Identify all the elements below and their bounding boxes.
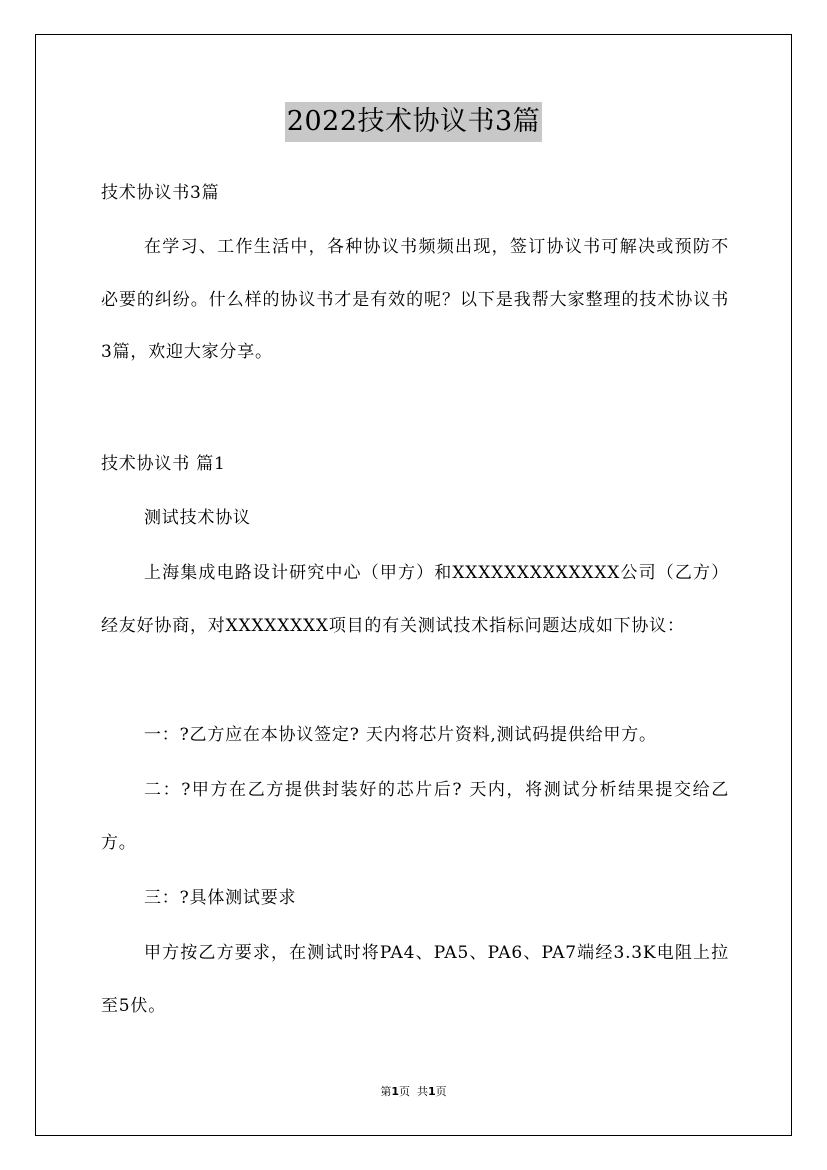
title-container <box>0 102 827 142</box>
agreement-title: 测试技术协议 <box>144 508 251 528</box>
page-footer <box>0 1084 827 1100</box>
clause-1: 一：?乙方应在本协议签定? 天内将芯片资料,测试码提供给甲方。 <box>144 725 657 745</box>
page-suffix: 页 <box>399 1085 410 1098</box>
document-subtitle: 技术协议书3篇 <box>101 183 220 203</box>
intro-paragraph: 在学习、工作生活中，各种协议书频频出现，签订协议书可解决或预防不必要的纠纷。什么样的协议书才是有效的呢？以下是我帮大家整理的技术协议书3篇，欢迎大家分享。 <box>101 237 729 362</box>
page-prefix: 第 <box>380 1085 392 1098</box>
total-pages: 1 <box>428 1085 436 1098</box>
total-prefix: 共 <box>417 1085 428 1098</box>
parties-paragraph: 上海集成电路设计研究中心（甲方）和XXXXXXXXXXXXX公司（乙方）经友好协商，对XXXXXXXX项目的有关测试技术指标问题达成如下协议： <box>101 563 729 636</box>
section-heading: 技术协议书 篇1 <box>101 454 226 474</box>
total-suffix: 页 <box>435 1085 447 1098</box>
document-title: 2022技术协议书3篇 <box>285 102 542 142</box>
clause-3: 三：?具体测试要求 <box>144 888 297 908</box>
clause-2: 二：?甲方在乙方提供封装好的芯片后? 天内，将测试分析结果提交给乙方。 <box>101 780 729 853</box>
page-number: 1 <box>391 1085 399 1098</box>
clause-3-detail: 甲方按乙方要求，在测试时将PA4、PA5、PA6、PA7端经3.3K电阻上拉至5伏。 <box>101 943 729 1016</box>
